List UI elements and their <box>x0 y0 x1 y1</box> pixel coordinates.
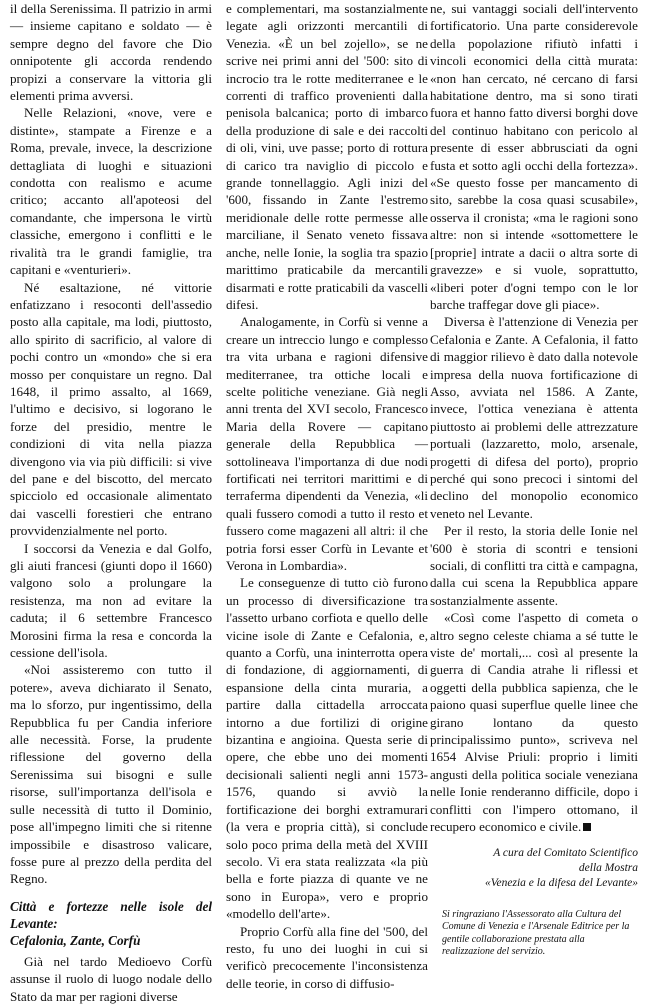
paragraph: Diversa è l'attenzione di Venezia per Cefalonia e Zante. A Cefalonia, il fatto di maggior rilievo è dato dalla notevole impresa della nuova fortificazione di Asso, avviata nel 1586. A Zante, invece, l'ottica veneziana è attenta piuttosto ai problemi delle attrezzature portuali (lazzaretto, molo, arsenale, progetti di difesa del porto), proprio perché qui sono precoci i sintomi del declino del monopolio economico veneto nel Levante. <box>430 314 638 521</box>
credit-block <box>430 846 638 891</box>
credit-line: della Mostra <box>578 861 638 874</box>
column-3 <box>430 0 638 959</box>
section-heading-line-1: Città e fortezze nelle isole del Levante: <box>10 898 212 931</box>
paragraph: «Noi assisteremo con tutto il potere», aveva dichiarato il Senato, ma lo sforzo, pur ingentissimo, della Repubblica fu per Candia inferiore alle necessità. Forse, la prudente riflessione del governo della Serenissima sui bisogni e sulle risorse, sull'importanza dell'isola e sulle necessità di tutto il Dominio, pose all'impegno limiti che si ritenne impossibile e disastroso valicare, fosse pure al prezzo della perdita del Regno. <box>10 662 212 887</box>
paragraph: Le conseguenze di tutto ciò furono un processo di diversificazione tra l'assetto urbano corfiota e quello delle vicine isole di Zante e Cefalonia, e, quanto a Corfù, una ininterrotta opera di fondazione, di aggiornamenti, di espansione della cinta muraria, a partire dalla cittadella arroccata intorno a due fortilizi di origine bizantina e angioina. Questa serie di opere, che ebbe uno dei momenti decisionali salienti negli anni 1573-1576, quando si avviò la fortificazione dei borghi extramurari (la vera e propria città), si conclude solo poco prima della metà del XVIII secolo. Vi era stata realizzata «la più bella e forte piazza di quante ve ne sono in Europa», vero e proprio «modello dell'arte». <box>226 575 428 922</box>
end-of-article-mark <box>583 823 591 831</box>
credit-line: A cura del Comitato Scientifico <box>493 846 638 859</box>
paragraph: Né esaltazione, né vittorie enfatizzano i resoconti dell'assedio posto alla capitale, ma lodi, piuttosto, allo spirito di sacrificio, al valore di pochi contro un «mondo» che si era mosso per conquistare un regno. Dal 1648, il primo assalto, al 1669, l'ultimo e decisivo, si logorano le forze del presidio, mentre le condizioni di vita nella piazza divengono via via più difficili: si vive del pane e del biscotto, del mercato spicciolo ed occasionale alimentato dai vascelli forestieri che entrano provvidenzialmente nel porto. <box>10 279 212 539</box>
column-2 <box>226 0 428 992</box>
paragraph: e complementari, ma sostanzialmente legate agli orizzonti mercantili di Venezia. «È un bel zojello», se ne scrive nei primi anni del '500: sito di incrocio tra le rotte mediterranee e le correnti di traffico provenienti dalla penisola balcanica; porto di imbarco della produzione di sale e dei raccolti di oli, vini, uve passe; porto di rottura di carico tra naviglio di piccolo e grande tonnellaggio. Agli inizi del '600, fissando in Zante l'estremo meridionale delle rotte permesse alle marciliane, il Senato veneto fissava anche, nelle Ionie, la soglia tra spazio marittimo praticabile da mercantili disarmati e rotte praticabili da vascelli difesi. <box>226 1 428 312</box>
paragraph: il della Serenissima. Il patrizio in armi — insieme capitano e soldato — è sempre degno del favore che Dio onnipotente gli accorda rendendo propizi a conservare la vittoria gli elementi prima avversi. <box>10 1 212 104</box>
paragraph: Nelle Relazioni, «nove, vere e distinte», stampate a Firenze e a Roma, prevale, invece, la descrizione dettagliata di luoghi e situazioni condotta con realismo e acume critico; accanto all'apoteosi del comandante, che impersona le virtù classiche, emergono i conflitti e le rivalità tra le grandi famiglie, tra capitani e «venturieri». <box>10 105 212 278</box>
paragraph: Analogamente, in Corfù si venne a creare un intreccio lungo e complesso tra vita urbana e ragioni difensive mediterranee, tra ottiche locali e scelte politiche veneziane. Già negli anni trenta del XVI secolo, Francesco Maria della Rovere — capitano generale della Repubblica — sottolineava l'importanza di due nodi fortificati nei territori marittimi e di terraferma dipendenti da Venezia, «li quali fussero comodi a tutto il resto et fussero come magazeni all altri: il che potria forsi esser Corfù in Levante et Verona in Lombardia». <box>226 314 428 573</box>
acknowledgement-note: Si ringraziano l'Assessorato alla Cultura del Comune di Venezia e l'Arsenale Editrice per la gentile collaborazione prestata alla realizzazione del servizio. <box>442 908 630 957</box>
credit-line: «Venezia e la difesa del Levante» <box>485 876 638 889</box>
paragraph-text: «Così come l'aspetto di cometa o altro segno celeste chiama a sé tutte le viste de' mortali,... così al presente la guerra di Candia atrahe li riflessi et oggetti della pubblica sapienza, che le paiono quasi superflue quelle linee che girano lontano da questo principalissimo punto», scriveva nel 1654 Alvise Priuli: proprio i limiti angusti della politica sociale veneziana nelle Ionie renderanno difficile, dopo i conflitti con l'impero ottomano, il recupero economico e civile. <box>430 610 638 835</box>
paragraph: Proprio Corfù alla fine del '500, del resto, fu uno dei luoghi in cui si verificò precocemente l'inconsistenza delle teorie, in corso di diffusio- <box>226 923 428 991</box>
paragraph: Per il resto, la storia delle Ionie nel '600 è storia di scontri e tensioni sociali, di conflitti tra città e campagna, dalla cui scena la Repubblica appare sostanzialmente assente. <box>430 523 638 608</box>
paragraph: Già nel tardo Medioevo Corfù assunse il ruolo di luogo nodale dello Stato da mar per ragioni diverse <box>10 953 212 1004</box>
paragraph: I soccorsi da Venezia e dal Golfo, gli aiuti francesi (giunti dopo il 1660) valgono solo a prolungare la resistenza, ma non ad evitare la caduta; il 6 settembre Francesco Morosini firma la resa e concorda la cessione dell'isola. <box>10 540 212 661</box>
paragraph: ne, sui vantaggi sociali dell'intervento fortificatorio. Una parte considerevole della popolazione rifiutò infatti i vincoli economici della città murata: «non han cercato, né cercano di farsi habitatione dentro, ma si sono tirati fuora et hanno fatto diversi borghi dove del continuo habitano con pericolo al presente di esser abbrusciati da ogni fusta et sotto agli occhi della fortezza». «Se questo fosse per mancamento di sito, sarebbe la cosa quasi scusabile», osserva il cronista; «ma le ragioni sono altre: non si intende «sottomettere le [proprie] intrate a dacii o altra sorte di gravezze» e si vuole, soprattutto, «liberi poter d'ogni tempo con le lor barche traffegar dove gli piace». <box>430 1 638 312</box>
paragraph <box>430 609 638 835</box>
section-heading <box>10 898 212 949</box>
section-heading-line-2: Cefalonia, Zante, Corfù <box>10 932 141 948</box>
column-1 <box>10 0 212 1005</box>
